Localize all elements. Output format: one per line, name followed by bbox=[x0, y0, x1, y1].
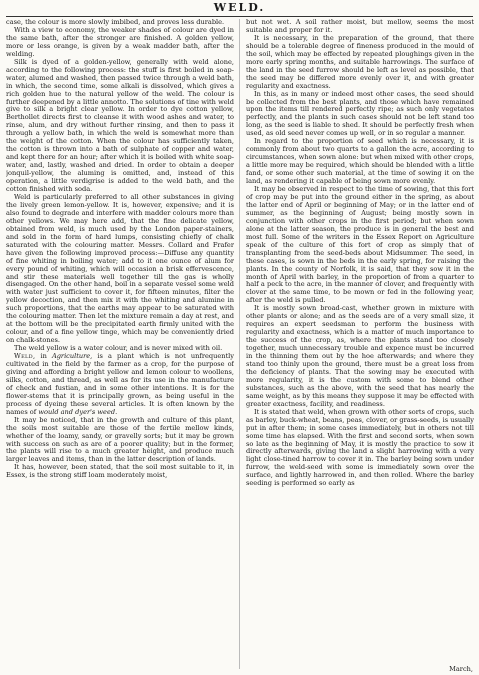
entry-headword: Weld, bbox=[14, 352, 36, 361]
header-rule bbox=[6, 16, 473, 17]
column-divider bbox=[239, 19, 240, 669]
paragraph: It is stated that weld, when grown with other sorts of crops, such as barley, buck-wheat, beans, peas, clover, or grass-seeds, is usually put in after them; in some cases immediately, but in others not till some time has elapsed. With the first and second sorts, when sown so late as the beginning of May, it is mostly the practice to sow it directly afterwards, giving the land a slight harrowing with a very light close-tined harrow to cover it in. The barley being sown under furrow, the weld-seed with some is immediately sown over the surface, and lightly harrowed in, and then rolled. Where the barley seeding is performed so early as bbox=[246, 407, 474, 488]
paragraph: case, the colour is more slowly imbibed, and proves less durable. bbox=[6, 19, 225, 26]
entry-names: would and dyer's weed. bbox=[38, 407, 118, 416]
entry-subject: Agriculture, bbox=[51, 352, 93, 361]
right-column bbox=[246, 19, 474, 671]
left-column bbox=[6, 19, 234, 671]
paragraph: It is necessary, in the preparation of the ground, that there should be a tolerable degree of fineness produced in the mould of the soil, which may be effected by repeated ploughings given in the more early spring months, and suitable harrowings. The surface of the land in the seed furrow should be left as level as possible, that the seed may be differed more evenly over it, and with greater regularity and exactness. bbox=[246, 33, 474, 90]
paragraph: With a view to economy, the weaker shades of colour are dyed in the same bath, after the stronger are finished. A golden yellow, more or less orange, is given by a weak madder bath, after the welding. bbox=[6, 25, 234, 58]
entry-text: is a plant which is not unfrequently cultivated in the field by the farmer as a crop, for the purpose of giving and affording a bright yellow and lemon colour to woollens, silks, cotton, and thread, as well as for its use in the manufacture of check and fustian, and in some other intentions. It is for the flower-stems that it is principally grown, as being useful in the process of dyeing these several articles. It is often known by the names of bbox=[6, 352, 234, 416]
paragraph: In regard to the proportion of seed which is necessary, it is commonly from about two quarts to a gallon the acre, according to circumstances, when sown alone: but when mixed with other crops, a little more may be required, which should be blended with a little fand, or some other such material, at the time of sowing it on the land, as rendering it capable of being sown more evenly. bbox=[246, 137, 474, 186]
running-header: WELD. bbox=[213, 1, 266, 14]
paragraph: In this, as in many or indeed most other cases, the seed should be collected from the best plants, and those which have remained upon the items till rendered perfectly ripe; as such only vegetates perfectly, and the plants in such cases should not be left stand too long, as the seed is liable to shed. It should be perfectly fresh when used, as old seed never comes up well, or in so regular a manner. bbox=[246, 89, 474, 138]
catchword: March, bbox=[449, 665, 473, 673]
paragraph: Weld is particularly preferred to all other substances in giving the lively green lemon-yellow. It is, however, expensive; and it is also found to degrade and interfere with madder colours more than other yellows. We may here add, that the fine delicate yellow, obtained from weld, is much used by the London paper-stainers, and sold in the form of hard lumps, consisting chiefly of chalk saturated with the colouring matter. Messrs. Collard and Frafer have given the following improved process:—Diffuse any quantity of fine whiting in boiling water; add to it one ounce of alum for every pound of whiting, which will occasion a brisk effervescence, and stir these materials well together till the gas is wholly disengaged. On the other hand, boil in a separate vessel some weld with water just sufficient to cover it, for fifteen minutes, filter the yellow decoction, and then mix it with the whiting and alumine in such proportions, that the earths may appear to be saturated with the colouring matter. Then let the mixture remain a day at rest, and at the bottom will be the precipitated earth firmly united with the colour, and of a fine yellow tinge, which may be conveniently dried on chalk-stones. bbox=[6, 192, 234, 345]
paragraph: It has, however, been stated, that the soil most suitable to it, in Essex, is the strong stiff loam moderately moist, bbox=[6, 463, 234, 480]
paragraph: The weld yellow is a water colour, and is never mixed with oil. bbox=[14, 344, 223, 353]
paragraph: Silk is dyed of a golden-yellow, generally with weld alone, according to the following process: the stuff is first boiled in soap-water, alumed and washed, then passed twice through a weld bath, in which, the second time, some alkali is dissolved, which gives a rich golden hue to the natural yellow of the weld. The colour is further deepened by a little annotto. The solutions of tine with weld give to silk a bright clear yellow. In order to dye cotton yellow, Berthollet directs first to cleanse it with wood ashes and water, to rinse, alum, and dry without further rinsing, and then to pass it through a yellow bath, in which the weld is somewhat more than the weight of the cotton. When the colour has sufficiently taken, the cotton is thrown into a bath of sulphate of copper and water, and kept there for an hour; after which it is boiled with white soap-water, and, lastly, washed and dried. In order to obtain a deeper jonquil-yellow, the aluming is omitted, and, instead of this operation, a little verdigrise is added to the weld bath, and the cotton finished with soda. bbox=[6, 57, 234, 194]
paragraph: It is mostly sown broad-cast, whether grown in mixture with other plants or alone; and as the seeds are of a very small size, it requires an expert seedsman to perform the business with regularity and exactness, which is a matter of much importance to the success of the crop, as, where the plants stand too closely together, much unnecessary trouble and expence must be incurred in the thinning them out by the hoe afterwards; and where they stand too thinly upon the ground, there must be a great loss from the deficiency of plants. That the sowing may be executed with more regularity, it is the custom with some to blend other substances, such as the above, with the seed that has nearly the same weight, as by this means they suppose it may be effected with greater exactness, facility, and readiness. bbox=[246, 304, 474, 408]
paragraph: It may be observed in respect to the time of sowing, that this fort of crop may be put into the ground either in the spring, as about the latter end of April or beginning of May; or in the latter end of summer, as the beginning of August; being mostly sown in conjunction with other crops in the first period; but when sown alone at the latter season, the produce is in general the best and most full. Some of the writers in the Essex Report on Agriculture speak of the culture of this fort of crop as simply that of transplanting from the seed-beds about Midsummer. The seed, in these cases, is sown in the beds in the early spring, for raising the plants. In the county of Norfolk, it is said, that they sow it in the month of April with barley, in the proportion of from a quarter to half a peck to the acre, in the manner of clover, and frequently with clover at the same time, to be mown or fed in the following year, after the weld is pulled. bbox=[246, 185, 474, 305]
paragraph: It may be noticed, that in the growth and culture of this plant, the soils most suitable are those of the fertile mellow kinds, whether of the loamy, sandy, or gravelly sorts; but it may be grown with success on such as are of a poorer quality; but in the former, the plants will rise to a much greater height, and produce much larger leaves and items, than in the latter description of lands. bbox=[6, 415, 234, 464]
entry-paragraph bbox=[6, 353, 234, 417]
entry-in: in bbox=[40, 352, 47, 361]
paragraph: but not wet. A soil rather moist, but mellow, seems the most suitable and proper for it. bbox=[246, 19, 474, 34]
